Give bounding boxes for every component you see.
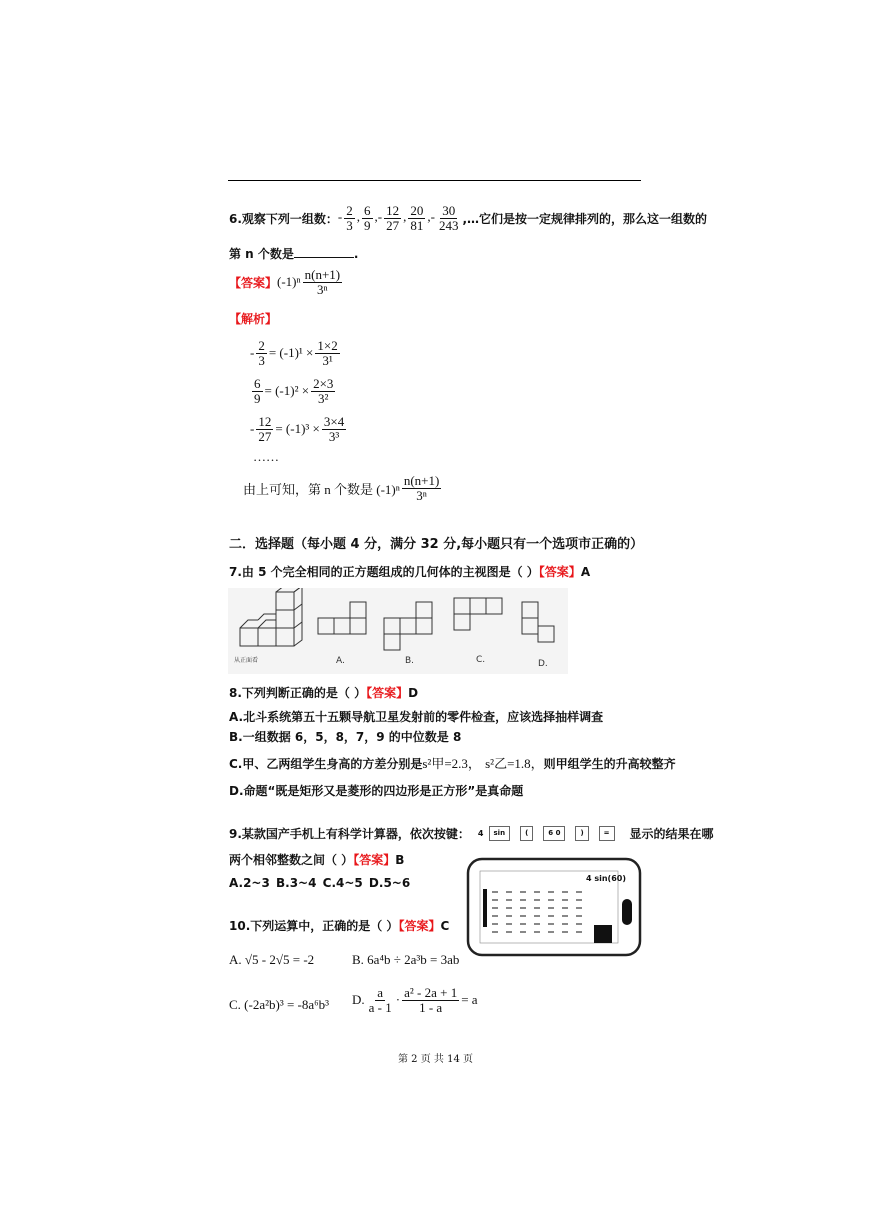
q6-answer	[229, 268, 344, 296]
option-a-label: A.	[336, 656, 345, 666]
analysis-conclusion	[243, 474, 443, 502]
keypad-key	[562, 915, 568, 917]
step-lhs-fraction	[256, 415, 273, 443]
keypad-key	[534, 931, 540, 933]
answer-fraction	[303, 268, 343, 296]
key-60: 6 0	[543, 826, 565, 841]
keypad-key	[506, 923, 512, 925]
step-eq: = (-1)² ×	[264, 383, 310, 398]
step-eq: = (-1)³ ×	[275, 421, 320, 436]
step-lhs-fraction	[256, 339, 267, 367]
keypad-key	[506, 907, 512, 909]
q10-option-c: C. (-2a²b)³ = -8a⁶b³	[229, 997, 330, 1012]
keypad-key	[534, 907, 540, 909]
keypad-key	[576, 915, 582, 917]
variance-b: s²乙=1.8，	[485, 756, 544, 771]
keypad-key	[562, 899, 568, 901]
sequence-comma: ,	[403, 209, 407, 225]
conclusion-fraction	[402, 474, 442, 502]
keypad-key	[492, 931, 498, 933]
sequence-den: 3	[346, 217, 353, 233]
q8-option-d: D.命题“既是矩形又是菱形的四边形是正方形”是真命题	[229, 784, 524, 798]
variance-a: s²甲=2.3，	[422, 756, 481, 771]
answer-tag: 【答案】	[229, 275, 278, 290]
step-rhs-num: 2×3	[313, 375, 334, 391]
keypad-key	[548, 931, 554, 933]
q10-answer: C	[440, 919, 450, 933]
step-rhs-den: 3²	[318, 390, 329, 406]
analysis-step	[250, 372, 348, 410]
q10-option-b: B. 6a⁴b ÷ 2a³b = 3ab	[352, 952, 460, 967]
q10-stem	[229, 917, 449, 934]
sequence-fraction	[384, 204, 401, 232]
q6-sequence	[338, 204, 463, 232]
keypad-key	[548, 915, 554, 917]
keypad-key	[548, 923, 554, 925]
q8-option-c	[229, 753, 676, 772]
sequence-num: 6	[364, 203, 371, 218]
sequence-fraction	[344, 204, 355, 232]
keypad-key	[548, 891, 554, 893]
q10-option-d-pre: D.	[352, 992, 365, 1008]
answer-den: 3ⁿ	[317, 281, 328, 297]
q10-d-post: = a	[461, 992, 478, 1008]
keypad-key	[576, 907, 582, 909]
q6-prefix: 6.观察下列一组数：	[229, 211, 338, 226]
step-rhs-fraction	[322, 415, 346, 443]
key-close-paren: )	[575, 826, 588, 841]
key-sequence	[478, 826, 620, 841]
keypad-key	[492, 899, 498, 901]
q10-d-op: ·	[395, 992, 401, 1008]
page-footer: 第 2 页 共 14 页	[398, 1054, 473, 1065]
q7-stem	[229, 563, 590, 580]
step-sign: -	[250, 421, 255, 436]
key-equals: =	[599, 826, 615, 841]
q10-option-a: A. √5 - 2√5 = -2	[229, 952, 315, 967]
step-rhs-den: 3³	[328, 428, 340, 444]
front-view-label: 从正面看	[234, 657, 259, 664]
sequence-den: 9	[364, 217, 371, 233]
step-lhs-den: 27	[258, 428, 272, 444]
q8-stem	[229, 684, 418, 701]
keypad-key	[548, 907, 554, 909]
keypad-key	[506, 891, 512, 893]
keypad-key	[576, 899, 582, 901]
header-rule	[228, 180, 641, 181]
sequence-comma: ,	[374, 209, 378, 225]
sequence-fraction	[362, 204, 373, 232]
q8-option-c-post: 则甲组学生的升高较整齐	[543, 757, 676, 771]
q9-text: 9.某款国产手机上有科学计算器，依次按键：	[229, 827, 470, 841]
sequence-comma: ,	[427, 209, 431, 225]
q7-figure	[228, 588, 568, 674]
conclusion-num: n(n+1)	[403, 473, 440, 488]
step-rhs-fraction	[311, 377, 335, 405]
step-rhs-num: 3×4	[323, 413, 345, 429]
q9-answer-tag: 【答案】	[353, 853, 396, 867]
q9-line2-text: 两个相邻整数之间（ ）	[229, 853, 354, 867]
sequence-sign: -	[337, 209, 343, 225]
step-lhs-den: 3	[258, 352, 265, 368]
keypad-key	[492, 923, 498, 925]
keypad-key	[492, 907, 498, 909]
keypad-key	[506, 931, 512, 933]
keypad-key	[506, 915, 512, 917]
q10-option-d	[352, 986, 478, 1014]
q10-d-f1-num: a	[377, 985, 384, 1000]
keypad-key	[520, 923, 526, 925]
conclusion-text: 由上可知，第 n 个数是 (-1)ⁿ	[243, 481, 400, 497]
q10-d-fraction-1	[367, 986, 394, 1014]
keypad-key	[520, 899, 526, 901]
q10-d-f1-den: a - 1	[368, 999, 392, 1015]
step-lhs-den: 9	[254, 390, 261, 406]
keypad-key	[534, 923, 540, 925]
option-b-label: B.	[405, 656, 415, 666]
analysis-steps	[250, 334, 348, 448]
keypad-key	[548, 899, 554, 901]
keypad-key	[506, 899, 512, 901]
keypad-key	[520, 891, 526, 893]
q10-text: 10.下列运算中，正确的是（ ）	[229, 919, 399, 933]
key-open-paren: (	[520, 826, 533, 841]
step-lhs-num: 12	[258, 413, 272, 429]
q10-d-f2-den: 1 - a	[419, 999, 443, 1015]
step-lhs-fraction	[252, 377, 263, 405]
option-c-label: C.	[476, 655, 486, 665]
q9-line2	[229, 851, 404, 868]
keypad-key	[562, 907, 568, 909]
q6-suffix: ,…它们是按一定规律排列的，那么这一组数的	[462, 211, 708, 226]
analysis-step	[250, 334, 348, 372]
calculator-screen: 4 sin(60)	[586, 874, 626, 883]
sequence-den: 243	[438, 217, 459, 233]
conclusion-den: 3ⁿ	[416, 487, 427, 503]
q9-text-end: 显示的结果在哪	[629, 827, 714, 841]
analysis-ellipsis: ……	[253, 449, 279, 464]
phone-calculator-image	[466, 857, 642, 957]
sequence-comma: ,	[356, 209, 361, 225]
q7-answer: A	[580, 565, 591, 579]
keypad-key	[520, 931, 526, 933]
key-4: 4	[477, 829, 484, 838]
sequence-den: 27	[386, 217, 400, 233]
analysis-step	[250, 410, 348, 448]
step-rhs-den: 3¹	[322, 352, 333, 368]
sequence-sign: -	[430, 209, 435, 225]
option-d-label: D.	[538, 659, 548, 669]
q9-options: A.2~3 B.3~4 C.4~5 D.5~6	[229, 876, 411, 890]
keypad-key	[576, 923, 582, 925]
keypad-key	[534, 899, 540, 901]
q6-line2-text: 第 n 个数是	[229, 247, 294, 261]
section-heading: 二．选择题（每小题 4 分，满分 32 分,每小题只有一个选项市正确的）	[229, 537, 644, 552]
keypad-key	[562, 931, 568, 933]
sequence-den: 81	[410, 217, 424, 233]
sequence-num: 12	[386, 203, 400, 218]
q7-text: 7.由 5 个完全相同的正方题组成的几何体的主视图是（ ）	[229, 565, 539, 579]
step-sign: -	[250, 345, 255, 360]
q6-line2-end: .	[353, 247, 359, 261]
keypad-key	[520, 907, 526, 909]
q8-answer-tag: 【答案】	[366, 686, 409, 700]
keypad-key	[562, 891, 568, 893]
keypad-key	[562, 923, 568, 925]
q9-stem	[229, 825, 714, 842]
step-eq: = (-1)¹ ×	[268, 345, 314, 360]
q8-option-b: B.一组数据 6，5，8，7，9 的中位数是 8	[229, 730, 462, 744]
answer-sign: (-1)ⁿ	[277, 274, 301, 290]
q6-line2	[229, 245, 358, 262]
step-lhs-num: 6	[254, 375, 261, 391]
keypad-key	[492, 915, 498, 917]
analysis-tag: 【解析】	[229, 312, 278, 326]
keypad-key	[520, 915, 526, 917]
q10-d-fraction-2	[402, 986, 459, 1014]
q6-line1	[229, 204, 707, 232]
sequence-fraction	[408, 204, 425, 232]
q10-answer-tag: 【答案】	[398, 919, 441, 933]
sequence-num: 2	[346, 203, 353, 218]
keypad-key	[492, 891, 498, 893]
step-rhs-num: 1×2	[317, 337, 338, 353]
q8-answer: D	[408, 686, 419, 700]
sequence-num: 30	[442, 203, 456, 218]
key-sin: sin	[489, 826, 511, 841]
sequence-fraction	[437, 204, 461, 232]
keypad-key	[576, 931, 582, 933]
q8-text: 8.下列判断正确的是（ ）	[229, 686, 367, 700]
answer-num: n(n+1)	[304, 267, 341, 282]
sequence-sign: -	[377, 209, 383, 225]
q7-answer-tag: 【答案】	[538, 565, 581, 579]
q9-answer: B	[395, 853, 405, 867]
keypad-key	[534, 891, 540, 893]
sequence-num: 20	[410, 203, 424, 218]
q10-d-f2-num: a² - 2a + 1	[404, 985, 458, 1000]
step-lhs-num: 2	[258, 337, 265, 353]
answer-blank	[294, 246, 354, 258]
step-rhs-fraction	[315, 339, 339, 367]
keypad-key	[576, 891, 582, 893]
q8-option-a: A.北斗系统第五十五颗导航卫星发射前的零件检查，应该选择抽样调查	[229, 710, 604, 724]
q8-option-c-pre: C.甲、乙两组学生身高的方差分别是	[229, 757, 423, 771]
keypad-key	[534, 915, 540, 917]
